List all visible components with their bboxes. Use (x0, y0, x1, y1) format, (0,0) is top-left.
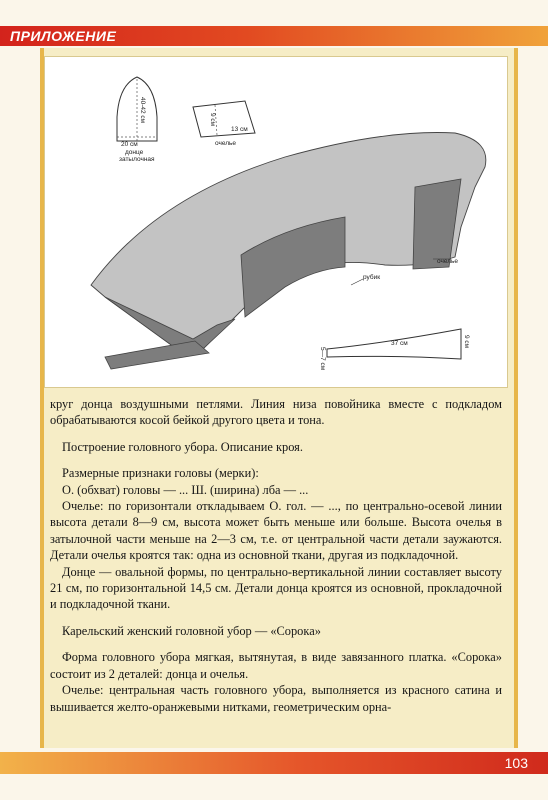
donce-pattern (117, 77, 157, 163)
ochelye-caption: очелье (215, 140, 237, 147)
paragraph-2: Построение головного убора. Описание кроя. (62, 439, 303, 454)
paragraph-4: О. (обхват) головы — ... Ш. (ширина) лба — ... (62, 482, 309, 497)
paragraph-8: Форма головного убора мягкая, вытянутая, в виде завязанного платка. «Сорока» состоит из 2 деталей: донца и очелья. (50, 650, 502, 681)
pattern-diagram (45, 57, 507, 387)
paragraph-5: Очелье: по горизонтали откладываем О. гол. — ..., по центрально-осевой линии высота детали 8—9 см, высота может быть меньше или больше. Высота очелья в затылочной части меньше на 2—3 см, т.е. от центральной части детали заужаются. Детали очелья кроятся так: одна из основной ткани, другая из подкладочной. (50, 499, 502, 563)
donce-caption-2: затылочная (119, 156, 155, 163)
ochelye-top-pattern (193, 101, 255, 147)
footer-bar (0, 752, 548, 774)
paragraph-6: Донце — овальной формы, по центрально-вертикальной линии составляет высоту 21 см, по горизонтальной 14,5 см. Детали донца кроятся из основной, прокладочной и подкладочной ткани. (50, 564, 502, 612)
paragraph-9: Очелье: центральная часть головного убора, выполняется из красного сатина и вышивается желто-оранжевыми нитками, геометрическим орна- (50, 683, 502, 714)
strip-length-label: 37 см (391, 340, 408, 347)
ochelye-width-label: 13 см (231, 126, 248, 133)
paragraph-3: Размерные признаки головы (мерки): (62, 466, 259, 481)
pattern-illustration (44, 56, 508, 388)
header-bar (0, 26, 548, 46)
donce-caption-1: донце (125, 149, 144, 156)
donce-height-label: 40-42 см (139, 97, 146, 124)
paragraph-1: круг донца воздушными петлями. Линия низа повойника вместе с подкладом обрабатываются косой бейкой другого цвета и тона. (50, 397, 502, 428)
strip-left-label: 5—7 см (319, 347, 326, 371)
donce-width-label: 20 см (121, 141, 138, 148)
ochelye-main-label: очелье (437, 258, 459, 265)
headwear-illustration (91, 133, 486, 370)
paragraph-7: Карельский женский головной убор — «Сорока» (62, 623, 321, 638)
body-text (50, 396, 502, 715)
rubik-label: рубик (363, 274, 381, 281)
strip-right-label: 9 см (463, 335, 470, 349)
ochelye-height-label: 9 см (209, 113, 216, 127)
page-number: 103 (504, 755, 528, 771)
section-title: ПРИЛОЖЕНИЕ (10, 28, 117, 44)
ochelye-strip-pattern (319, 329, 470, 371)
